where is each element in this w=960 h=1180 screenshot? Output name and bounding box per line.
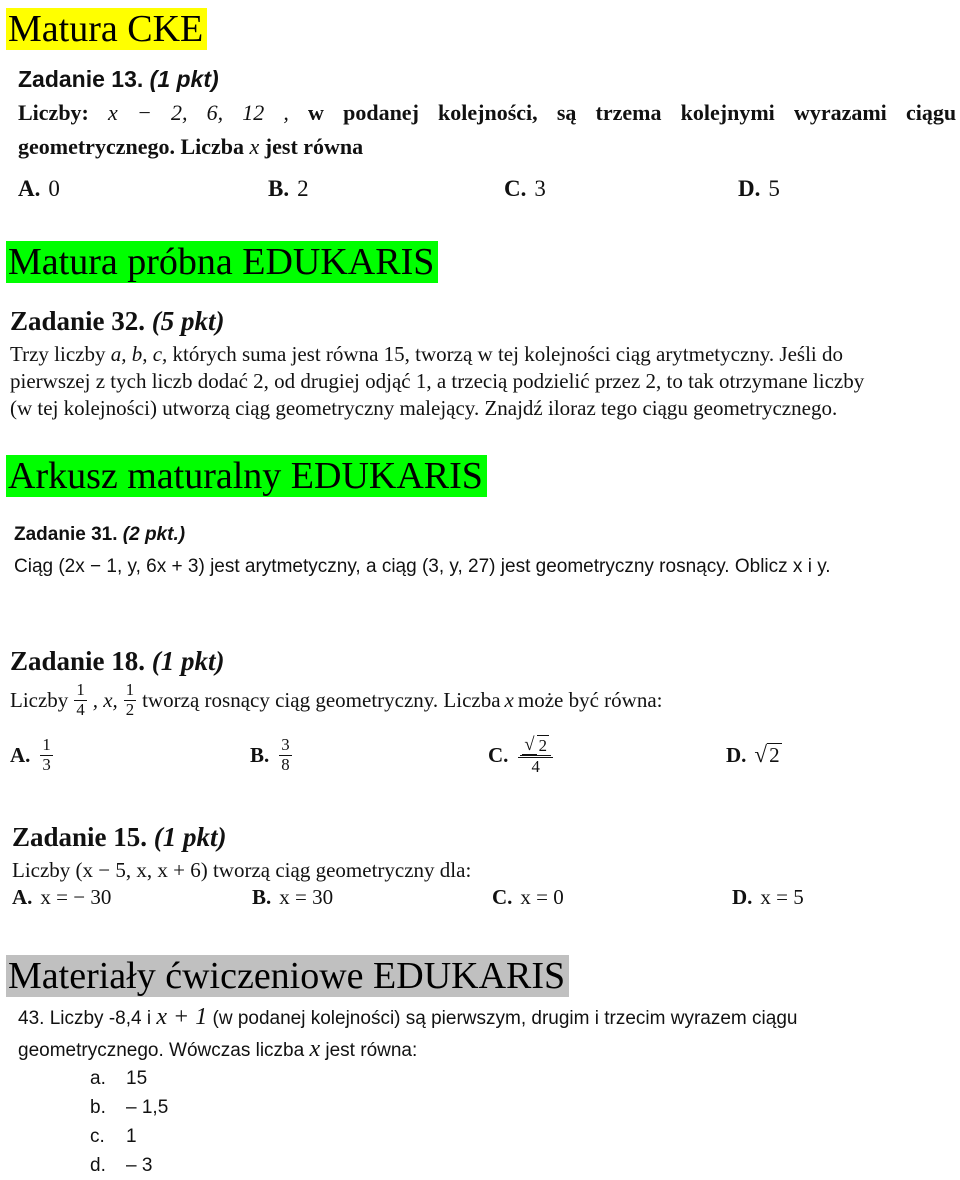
task-32-line-3: (w tej kolejności) utworzą ciąg geometryczny malejący. Znajdź iloraz tego ciągu geometrycznego. <box>10 396 838 420</box>
option-d: D. x = 5 <box>732 885 804 909</box>
option-d: d. – 3 <box>90 1155 153 1176</box>
option-b: b. – 1,5 <box>90 1097 169 1118</box>
fraction-1-2: $\frac{1}{2}$ <box>125 680 135 719</box>
task-15-line: Liczby (x − 5, x, x + 6) tworzą ciąg geometryczny dla: <box>12 858 472 882</box>
option-c: C. x = 0 <box>492 885 564 909</box>
task-15-title: Zadanie 15. (1 pkt) <box>12 822 227 852</box>
task-32-line-1: Trzy liczby a, b, c, których suma jest równa 15, tworzą w tej kolejności ciąg arytmetyczny. Jeśli do <box>10 342 843 366</box>
task-18-title: Zadanie 18. (1 pkt) <box>10 646 225 676</box>
task-13-line-2: geometrycznego. Liczba x jest równa <box>18 134 364 159</box>
task-18 <box>10 646 958 777</box>
section-heading-arkusz-maturalny: Arkusz maturalny EDUKARIS <box>6 455 487 497</box>
task-13-options <box>18 176 780 202</box>
option-c: C. √ 2 4 <box>488 734 726 776</box>
task-13-line-1: Liczby: x − 2, 6, 12 , w podanej kolejności, są trzema kolejnymi wyrazami ciągu <box>18 100 957 125</box>
option-c: C. 3 <box>504 176 546 201</box>
task-31 <box>14 524 831 577</box>
option-b: B. x = 30 <box>252 885 334 909</box>
option-d: D. √ 2 <box>726 741 780 768</box>
fraction-1-4: $\frac{1}{4}$ <box>76 680 85 719</box>
option-c: c. 1 <box>90 1126 137 1147</box>
task-15-options <box>12 885 804 910</box>
task-32-title: Zadanie 32. (5 pkt) <box>10 306 225 336</box>
task-43-options <box>90 1064 168 1180</box>
task-43-line-1: 43. Liczby -8,4 i x + 1 (w podanej kolejności) są pierwszym, drugim i trzecim wyrazem ciągu <box>18 1004 798 1030</box>
task-13-title: Zadanie 13. (1 pkt) <box>18 66 219 92</box>
task-32 <box>10 306 958 420</box>
task-43-line-2: geometrycznego. Wówczas liczba x jest równa: <box>18 1036 418 1062</box>
task-18-line: Liczby $\frac{1}{4}$ , x, $\frac{1}{2}$ tworzą rosnący ciąg geometryczny. Liczba x może być równa: <box>10 680 663 719</box>
task-32-line-2: pierwszej z tych liczb dodać 2, od drugiej odjąć 1, a trzecią podzielić przez 2, to tak otrzymane liczby <box>10 369 865 393</box>
task-31-line: Ciąg (2x − 1, y, 6x + 3) jest arytmetyczny, a ciąg (3, y, 27) jest geometryczny rosnący. Oblicz x i y. <box>14 556 831 577</box>
option-a: A. x = − 30 <box>12 885 112 909</box>
option-a: a. 15 <box>90 1068 148 1089</box>
option-d: D. 5 <box>738 176 780 201</box>
option-b: B. 2 <box>268 176 309 201</box>
task-31-title: Zadanie 31. (2 pkt.) <box>14 524 186 545</box>
section-heading-matura-cke: Matura CKE <box>6 8 207 50</box>
section-heading-materialy-cwiczeniowe: Materiały ćwiczeniowe EDUKARIS <box>6 955 569 997</box>
task-15 <box>12 822 958 909</box>
task-13 <box>18 66 958 201</box>
option-a: A. $\frac{1}{3}$ <box>10 734 51 774</box>
option-a: A. 0 <box>18 176 60 201</box>
task-18-options <box>10 734 782 776</box>
section-heading-matura-probna: Matura próbna EDUKARIS <box>6 241 438 283</box>
option-b: B. $\frac{3}{8}$ <box>250 734 290 774</box>
